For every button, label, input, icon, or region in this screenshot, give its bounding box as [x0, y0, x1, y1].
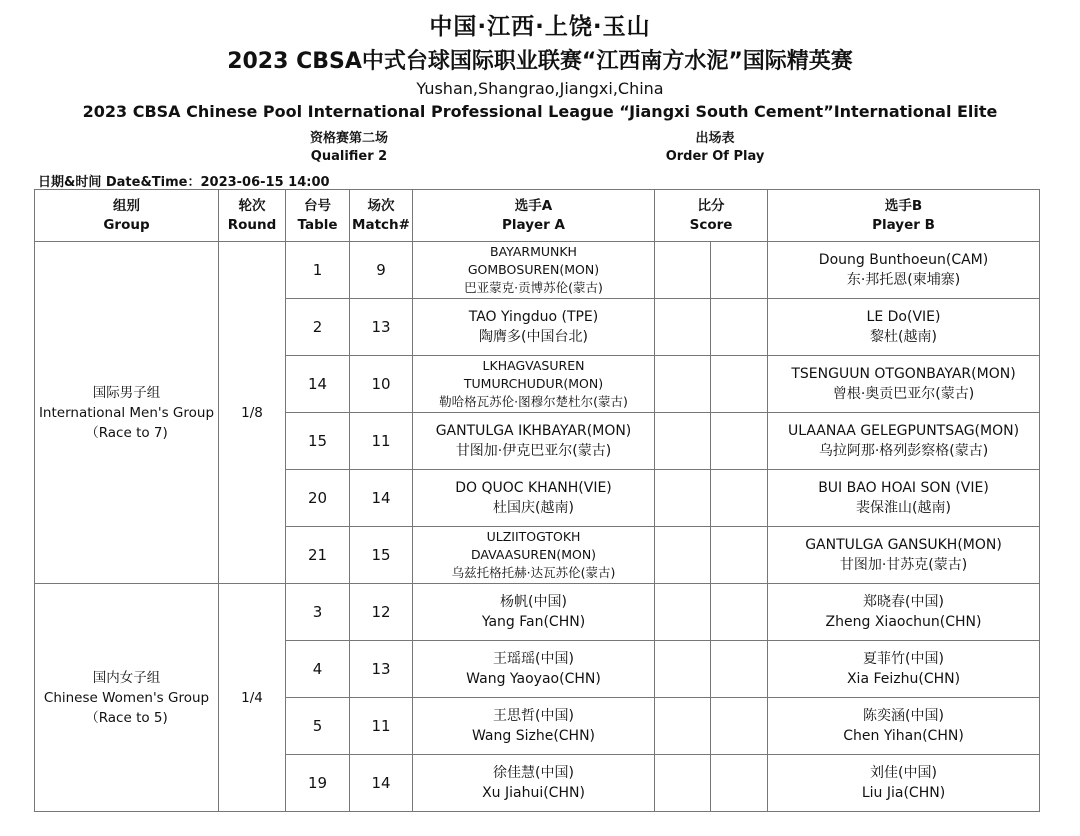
score-a-cell [655, 413, 711, 470]
session-label-cn: 资格赛第二场 [309, 131, 388, 146]
score-a-cell [655, 641, 711, 698]
score-b-cell [711, 527, 768, 584]
match-number: 14 [350, 470, 413, 527]
score-a-cell [655, 698, 711, 755]
match-number: 11 [350, 413, 413, 470]
event-title-cn: 2023 CBSA中式台球国际职业联赛“江西南方水泥”国际精英赛 [227, 49, 853, 74]
match-number: 14 [350, 755, 413, 812]
datetime-line [38, 171, 330, 190]
player-a-cell: 杨帆(中国) Yang Fan(CHN) [413, 584, 655, 641]
score-b-cell [711, 299, 768, 356]
location-title-cn: 中国·江西·上饶·玉山 [429, 14, 651, 40]
score-b-cell [711, 584, 768, 641]
table-number: 19 [286, 755, 350, 812]
score-a-cell [655, 527, 711, 584]
score-a-cell [655, 584, 711, 641]
order-label-cn: 出场表 [695, 131, 735, 146]
session-label-en: Qualifier 2 [310, 149, 388, 164]
match-number: 15 [350, 527, 413, 584]
player-b-cell: 刘佳(中国) Liu Jia(CHN) [768, 755, 1040, 812]
schedule-table [34, 189, 1040, 812]
col-header-player-a: 选手A Player A [413, 190, 655, 242]
player-a-cell: ULZIITOGTOKH DAVAASUREN(MON) 乌兹托格托赫·达瓦苏伦(蒙古) [413, 527, 655, 584]
match-number: 12 [350, 584, 413, 641]
table-number: 2 [286, 299, 350, 356]
player-b-cell: 郑晓春(中国) Zheng Xiaochun(CHN) [768, 584, 1040, 641]
table-number: 15 [286, 413, 350, 470]
player-b-cell: ULAANAA GELEGPUNTSAG(MON) 乌拉阿那·格列彭察格(蒙古) [768, 413, 1040, 470]
col-header-table: 台号 Table [286, 190, 350, 242]
player-b-cell: TSENGUUN OTGONBAYAR(MON) 曾根·奥贡巴亚尔(蒙古) [768, 356, 1040, 413]
table-number: 5 [286, 698, 350, 755]
match-number: 13 [350, 299, 413, 356]
player-a-cell: BAYARMUNKH GOMBOSUREN(MON) 巴亚蒙克·贡博苏伦(蒙古) [413, 242, 655, 299]
score-b-cell [711, 470, 768, 527]
score-b-cell [711, 755, 768, 812]
table-number: 3 [286, 584, 350, 641]
table-row [35, 584, 1040, 641]
table-number: 20 [286, 470, 350, 527]
player-a-cell: GANTULGA IKHBAYAR(MON) 甘图加·伊克巴亚尔(蒙古) [413, 413, 655, 470]
score-a-cell [655, 470, 711, 527]
player-b-cell: 夏菲竹(中国) Xia Feizhu(CHN) [768, 641, 1040, 698]
score-b-cell [711, 356, 768, 413]
session-label [264, 130, 434, 166]
group-cell-women: 国内女子组 Chinese Women's Group （Race to 5) [35, 584, 219, 812]
player-b-cell: GANTULGA GANSUKH(MON) 甘图加·甘苏克(蒙古) [768, 527, 1040, 584]
score-b-cell [711, 698, 768, 755]
table-number: 1 [286, 242, 350, 299]
header-row [35, 190, 1040, 242]
score-a-cell [655, 755, 711, 812]
match-number: 10 [350, 356, 413, 413]
order-label [630, 130, 800, 166]
score-a-cell [655, 242, 711, 299]
table-row [35, 242, 1040, 299]
event-title-en: 2023 CBSA Chinese Pool International Professional League “Jiangxi South Cement”International Elite [82, 102, 998, 121]
table-number: 14 [286, 356, 350, 413]
player-a-cell: LKHAGVASUREN TUMURCHUDUR(MON) 勒哈格瓦苏伦·图穆尔楚杜尔(蒙古) [413, 356, 655, 413]
player-a-cell: DO QUOC KHANH(VIE) 杜国庆(越南) [413, 470, 655, 527]
round-cell-women: 1/4 [219, 584, 286, 812]
location-title-en: Yushan,Shangrao,Jiangxi,China [416, 79, 664, 98]
match-number: 9 [350, 242, 413, 299]
col-header-group: 组别 Group [35, 190, 219, 242]
player-b-cell: LE Do(VIE) 黎杜(越南) [768, 299, 1040, 356]
table-number: 21 [286, 527, 350, 584]
match-number: 11 [350, 698, 413, 755]
player-a-cell: TAO Yingduo (TPE) 陶膺多(中国台北) [413, 299, 655, 356]
order-label-en: Order Of Play [665, 149, 765, 164]
score-b-cell [711, 242, 768, 299]
table-number: 4 [286, 641, 350, 698]
datetime-value: 2023-06-15 14:00 [200, 175, 330, 190]
score-a-cell [655, 356, 711, 413]
player-a-cell: 徐佳慧(中国) Xu Jiahui(CHN) [413, 755, 655, 812]
player-b-cell: BUI BAO HOAI SON (VIE) 裴保淮山(越南) [768, 470, 1040, 527]
datetime-label: 日期&时间 Date&Time： [38, 175, 201, 190]
score-b-cell [711, 641, 768, 698]
player-b-cell: Doung Bunthoeun(CAM) 东·邦托恩(柬埔寨) [768, 242, 1040, 299]
group-cell-men: 国际男子组 International Men's Group （Race to 7) [35, 242, 219, 584]
player-a-cell: 王思哲(中国) Wang Sizhe(CHN) [413, 698, 655, 755]
round-cell-men: 1/8 [219, 242, 286, 584]
score-a-cell [655, 299, 711, 356]
score-b-cell [711, 413, 768, 470]
player-a-cell: 王瑶瑶(中国) Wang Yaoyao(CHN) [413, 641, 655, 698]
col-header-score: 比分 Score [655, 190, 768, 242]
col-header-round: 轮次 Round [219, 190, 286, 242]
col-header-player-b: 选手B Player B [768, 190, 1040, 242]
col-header-match: 场次 Match# [350, 190, 413, 242]
match-number: 13 [350, 641, 413, 698]
player-b-cell: 陈奕涵(中国) Chen Yihan(CHN) [768, 698, 1040, 755]
